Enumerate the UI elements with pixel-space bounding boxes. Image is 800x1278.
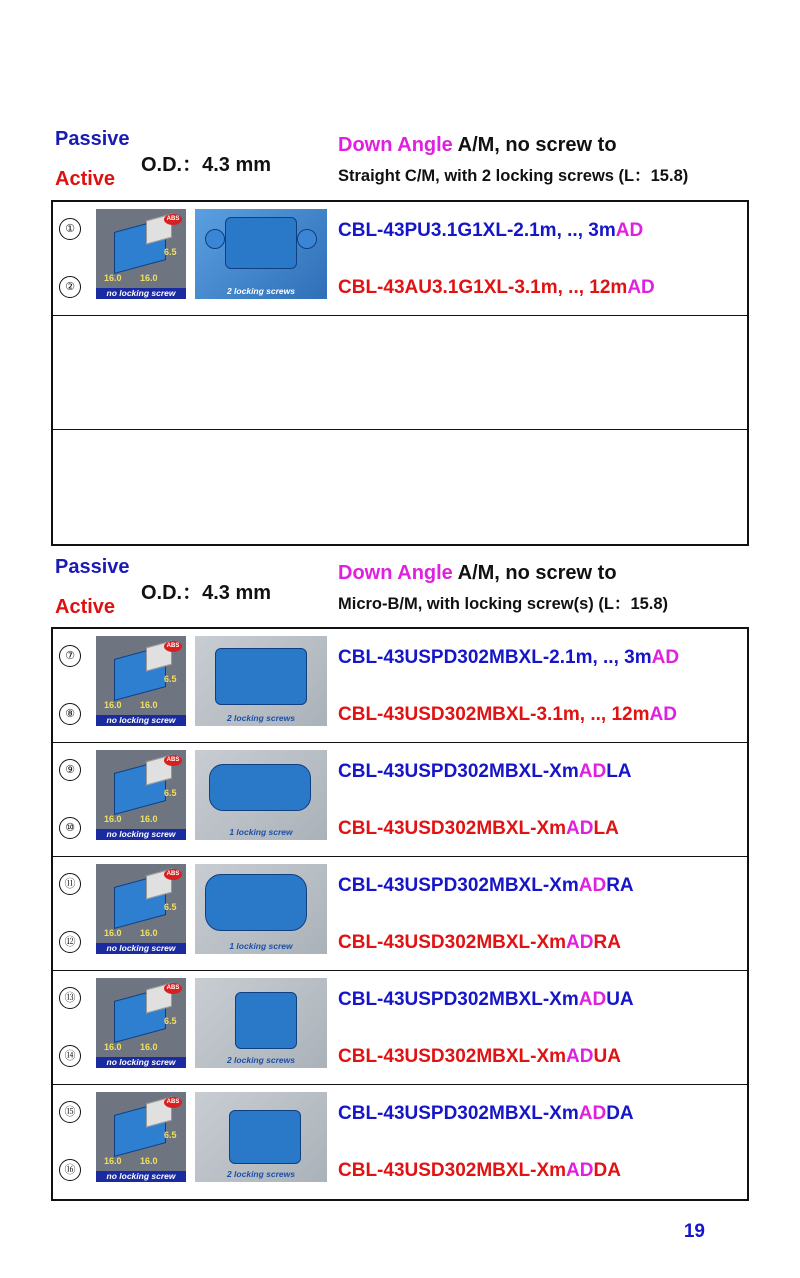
passive-label: Passive bbox=[55, 128, 130, 150]
table-row bbox=[53, 202, 747, 315]
part-number-ad: AD bbox=[627, 277, 655, 298]
dimension-label: 6.5 bbox=[164, 674, 177, 684]
item-number: ⑬ bbox=[59, 987, 81, 1009]
abs-badge: ABS bbox=[164, 214, 182, 225]
part-number bbox=[338, 1160, 621, 1182]
image-caption: 2 locking screws bbox=[226, 1055, 296, 1065]
section-2-table bbox=[51, 627, 749, 1201]
part-number-base: CBL-43USD302MBXL-Xm bbox=[338, 932, 567, 953]
part-number-base: CBL-43USPD302MBXL-2.1m, .., 3m bbox=[338, 647, 652, 668]
connector-shape-icon bbox=[205, 874, 307, 931]
part-number bbox=[338, 875, 634, 897]
dimension-label: 6.5 bbox=[164, 902, 177, 912]
empty-row bbox=[53, 429, 747, 544]
part-number-ad: AD bbox=[566, 1046, 594, 1067]
section-1-header bbox=[55, 128, 755, 198]
dimension-label: 6.5 bbox=[164, 247, 177, 257]
item-number: ⑨ bbox=[59, 759, 81, 781]
dimension-label: 16.0 bbox=[104, 814, 122, 824]
micro-b-connector-image bbox=[195, 636, 327, 726]
dimension-label: 16.0 bbox=[104, 700, 122, 710]
image-caption: 2 locking screws bbox=[226, 286, 296, 296]
part-number bbox=[338, 932, 621, 954]
image-caption: no locking screw bbox=[96, 1057, 186, 1068]
connector-shape-icon bbox=[225, 217, 297, 269]
part-number-suffix: LA bbox=[593, 818, 619, 839]
part-number-ad: AD bbox=[649, 704, 677, 725]
table-row bbox=[53, 629, 747, 742]
part-number bbox=[338, 647, 679, 669]
usb-a-connector-image bbox=[96, 864, 186, 954]
dimension-label: 16.0 bbox=[140, 273, 158, 283]
abs-badge: ABS bbox=[164, 755, 182, 766]
connector-shape-icon bbox=[209, 764, 311, 811]
dimension-label: 16.0 bbox=[104, 273, 122, 283]
item-number: ⑦ bbox=[59, 645, 81, 667]
image-caption: no locking screw bbox=[96, 715, 186, 726]
screw-icon bbox=[297, 229, 317, 249]
part-number-base: CBL-43PU3.1G1XL-2.1m, .., 3m bbox=[338, 220, 616, 241]
part-number-base: CBL-43USPD302MBXL-Xm bbox=[338, 989, 579, 1010]
connector-text: A/M, no screw to bbox=[452, 134, 617, 156]
dimension-label: 6.5 bbox=[164, 1016, 177, 1026]
item-number: ⑫ bbox=[59, 931, 81, 953]
dimension-label: 16.0 bbox=[104, 1042, 122, 1052]
part-number-base: CBL-43USPD302MBXL-Xm bbox=[338, 761, 579, 782]
item-number: ① bbox=[59, 218, 81, 240]
part-number bbox=[338, 761, 632, 783]
image-caption: 2 locking screws bbox=[226, 713, 296, 723]
active-label: Active bbox=[55, 168, 116, 190]
image-caption: no locking screw bbox=[96, 1171, 186, 1182]
dimension-label: 16.0 bbox=[104, 928, 122, 938]
dimension-label: 16.0 bbox=[140, 700, 158, 710]
micro-b-connector-image bbox=[195, 750, 327, 840]
dimension-label: 6.5 bbox=[164, 788, 177, 798]
part-number bbox=[338, 818, 619, 840]
part-number-suffix: RA bbox=[593, 932, 621, 953]
usb-c-connector-image bbox=[195, 209, 327, 299]
table-row bbox=[53, 970, 747, 1084]
screw-icon bbox=[205, 229, 225, 249]
connector-shape-icon bbox=[229, 1110, 301, 1164]
abs-badge: ABS bbox=[164, 869, 182, 880]
abs-badge: ABS bbox=[164, 1097, 182, 1108]
image-caption: 1 locking screw bbox=[229, 827, 293, 837]
usb-a-connector-image bbox=[96, 978, 186, 1068]
part-number bbox=[338, 220, 643, 242]
micro-b-connector-image bbox=[195, 978, 327, 1068]
part-number-ad: AD bbox=[566, 932, 594, 953]
abs-badge: ABS bbox=[164, 983, 182, 994]
item-number: ⑪ bbox=[59, 873, 81, 895]
description-line-1 bbox=[338, 562, 617, 585]
dimension-label: 6.5 bbox=[164, 1130, 177, 1140]
part-number-suffix: LA bbox=[606, 761, 632, 782]
part-number-ad: AD bbox=[566, 1160, 594, 1181]
usb-a-connector-image bbox=[96, 636, 186, 726]
empty-row bbox=[53, 315, 747, 429]
description-line-1 bbox=[338, 134, 617, 157]
micro-b-connector-image bbox=[195, 1092, 327, 1182]
item-number: ⑮ bbox=[59, 1101, 81, 1123]
part-number-base: CBL-43AU3.1G1XL-3.1m, .., 12m bbox=[338, 277, 628, 298]
item-number: ⑭ bbox=[59, 1045, 81, 1067]
item-number: ⑩ bbox=[59, 817, 81, 839]
item-number: ⑯ bbox=[59, 1159, 81, 1181]
description-line-2: Micro-B/M, with locking screw(s) (L：15.8) bbox=[338, 595, 669, 613]
image-caption: no locking screw bbox=[96, 943, 186, 954]
part-number-base: CBL-43USD302MBXL-Xm bbox=[338, 1046, 567, 1067]
active-label: Active bbox=[55, 596, 116, 618]
usb-a-connector-image bbox=[96, 750, 186, 840]
part-number-ad: AD bbox=[578, 875, 607, 896]
dimension-label: 16.0 bbox=[140, 1156, 158, 1166]
image-caption: 1 locking screw bbox=[229, 941, 293, 951]
dimension-label: 16.0 bbox=[140, 1042, 158, 1052]
section-2-header bbox=[55, 556, 755, 626]
item-number: ⑧ bbox=[59, 703, 81, 725]
usb-a-connector-image bbox=[96, 209, 186, 299]
part-number-ad: AD bbox=[615, 220, 644, 241]
table-row bbox=[53, 742, 747, 856]
part-number-ad: AD bbox=[566, 818, 594, 839]
connector-text: A/M, no screw to bbox=[452, 562, 617, 584]
part-number-base: CBL-43USD302MBXL-Xm bbox=[338, 1160, 567, 1181]
part-number bbox=[338, 277, 655, 299]
part-number bbox=[338, 1046, 621, 1068]
part-number-base: CBL-43USD302MBXL-Xm bbox=[338, 818, 567, 839]
item-number: ② bbox=[59, 276, 81, 298]
connector-shape-icon bbox=[215, 648, 307, 705]
page-number: 19 bbox=[683, 1221, 705, 1242]
od-label: O.D.：4.3 mm bbox=[141, 154, 272, 176]
part-number-ad: AD bbox=[651, 647, 680, 668]
part-number bbox=[338, 704, 677, 726]
micro-b-connector-image bbox=[195, 864, 327, 954]
dimension-label: 16.0 bbox=[104, 1156, 122, 1166]
part-number-suffix: DA bbox=[593, 1160, 621, 1181]
part-number-base: CBL-43USPD302MBXL-Xm bbox=[338, 875, 579, 896]
part-number-ad: AD bbox=[578, 989, 607, 1010]
part-number-suffix: UA bbox=[593, 1046, 621, 1067]
passive-label: Passive bbox=[55, 556, 130, 578]
table-row bbox=[53, 1084, 747, 1199]
connector-shape-icon bbox=[235, 992, 297, 1049]
dimension-label: 16.0 bbox=[140, 814, 158, 824]
dimension-label: 16.0 bbox=[140, 928, 158, 938]
section-1-table bbox=[51, 200, 749, 546]
image-caption: no locking screw bbox=[96, 829, 186, 840]
part-number-ad: AD bbox=[578, 761, 607, 782]
part-number-base: CBL-43USD302MBXL-3.1m, .., 12m bbox=[338, 704, 650, 725]
part-number-ad: AD bbox=[578, 1103, 607, 1124]
abs-badge: ABS bbox=[164, 641, 182, 652]
down-angle-text: Down Angle bbox=[338, 134, 453, 156]
part-number bbox=[338, 989, 634, 1011]
part-number-base: CBL-43USPD302MBXL-Xm bbox=[338, 1103, 579, 1124]
part-number-suffix: UA bbox=[606, 989, 634, 1010]
image-caption: no locking screw bbox=[96, 288, 186, 299]
down-angle-text: Down Angle bbox=[338, 562, 453, 584]
table-row bbox=[53, 856, 747, 970]
part-number bbox=[338, 1103, 634, 1125]
description-line-2: Straight C/M, with 2 locking screws (L：15.8) bbox=[338, 167, 689, 185]
od-label: O.D.：4.3 mm bbox=[141, 582, 272, 604]
usb-a-connector-image bbox=[96, 1092, 186, 1182]
image-caption: 2 locking screws bbox=[226, 1169, 296, 1179]
part-number-suffix: RA bbox=[606, 875, 634, 896]
part-number-suffix: DA bbox=[606, 1103, 634, 1124]
